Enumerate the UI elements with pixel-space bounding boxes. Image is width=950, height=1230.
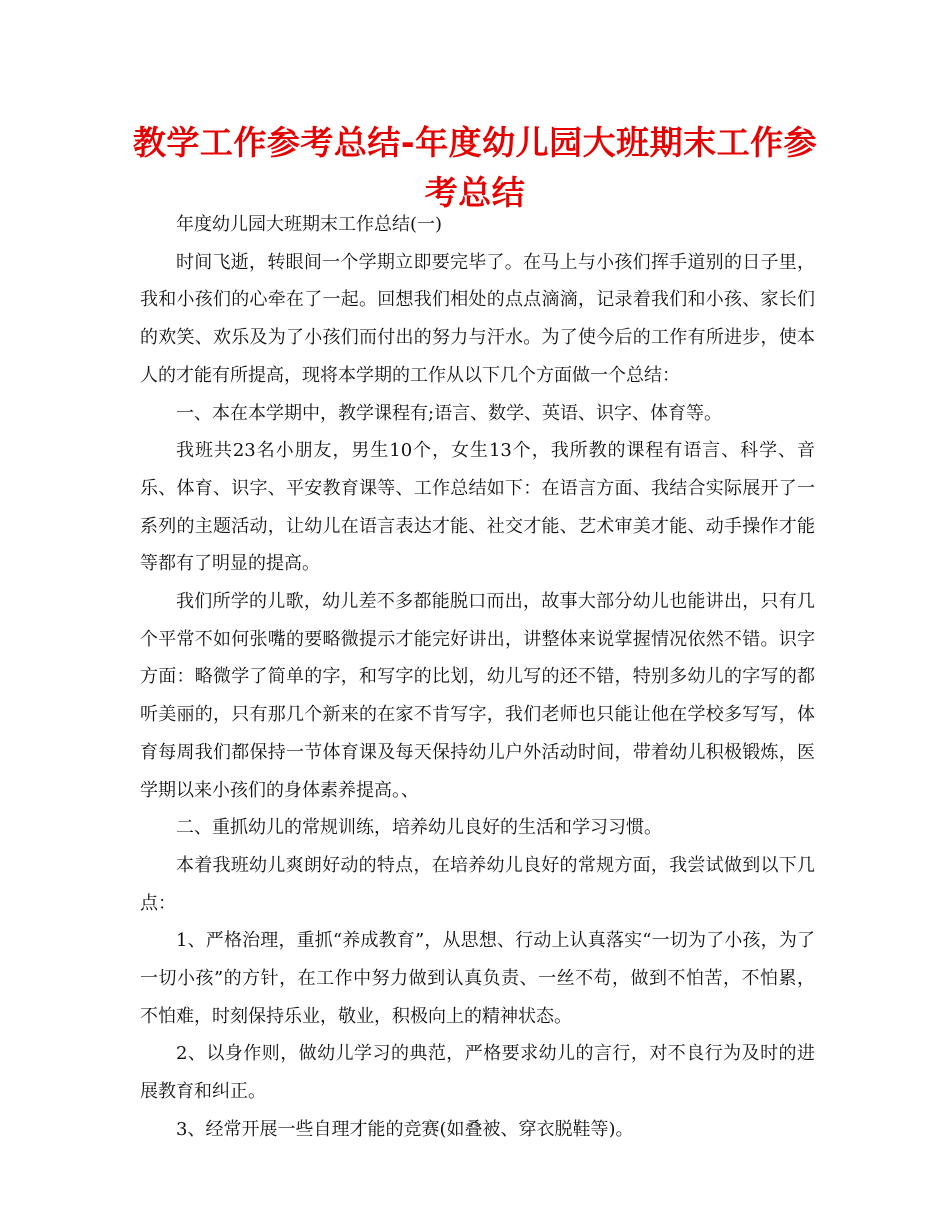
document-title: 教学工作参考总结-年度幼儿园大班期末工作参考总结 (132, 123, 818, 212)
paragraph-point-1: 1、严格治理，重抓“养成教育”，从思想、行动上认真落实“一切为了小孩，为了一切小孩”的方针，在工作中努力做到认真负责、一丝不苟，做到不怕苦，不怕累，不怕难，时刻保持乐业，敬业，积极向上的精神状态。 (140, 930, 815, 1027)
paragraph-class-overview: 我班共23名小朋友，男生10个，女生13个，我所教的课程有语言、科学、音乐、体育、识字、平安教育课等、工作总结如下：在语言方面、我结合实际展开了一系列的主题活动，让幼儿在语言表达才能、社交才能、艺术审美才能、动手操作才能等都有了明显的提高。 (140, 440, 815, 575)
document-body (140, 206, 815, 1149)
paragraph-section-two-heading: 二、重抓幼儿的常规训练，培养幼儿良好的生活和学习习惯。 (176, 817, 662, 839)
paragraph-section-one-heading: 一、本在本学期中，教学课程有;语言、数学、英语、识字、体育等。 (176, 402, 723, 424)
paragraph-routine-intro: 本着我班幼儿爽朗好动的特点，在培养幼儿良好的常规方面，我尝试做到以下几点： (140, 854, 815, 914)
paragraph-subtitle: 年度幼儿园大班期末工作总结(一) (176, 214, 443, 235)
paragraph-point-3: 3、经常开展一些自理才能的竞赛(如叠被、穿衣脱鞋等)。 (176, 1118, 634, 1140)
paragraph-intro: 时间飞逝，转眼间一个学期立即要完毕了。在马上与小孩们挥手道别的日子里，我和小孩们的心牵在了一起。回想我们相处的点点滴滴，记录着我们和小孩、家长们的欢笑、欢乐及为了小孩们而付出的努力与汗水。为了使今后的工作有所进步，使本人的才能有所提高，现将本学期的工作从以下几个方面做一个总结： (140, 251, 815, 386)
paragraph-point-2: 2、以身作则，做幼儿学习的典范，严格要求幼儿的言行，对不良行为及时的进展教育和纠正。 (140, 1043, 815, 1103)
paragraph-learning-progress: 我们所学的儿歌，幼儿差不多都能脱口而出，故事大部分幼儿也能讲出，只有几个平常不如何张嘴的要略微提示才能完好讲出，讲整体来说掌握情况依然不错。识字方面：略微学了简单的字，和写字的比划，幼儿写的还不错，特别多幼儿的字写的都听美丽的，只有那几个新来的在家不肯写字，我们老师也只能让他在学校多写写，体育每周我们都保持一节体育课及每天保持幼儿户外活动时间，带着幼儿积极锻炼，医学期以来小孩们的身体素养提高。、 (140, 591, 815, 801)
